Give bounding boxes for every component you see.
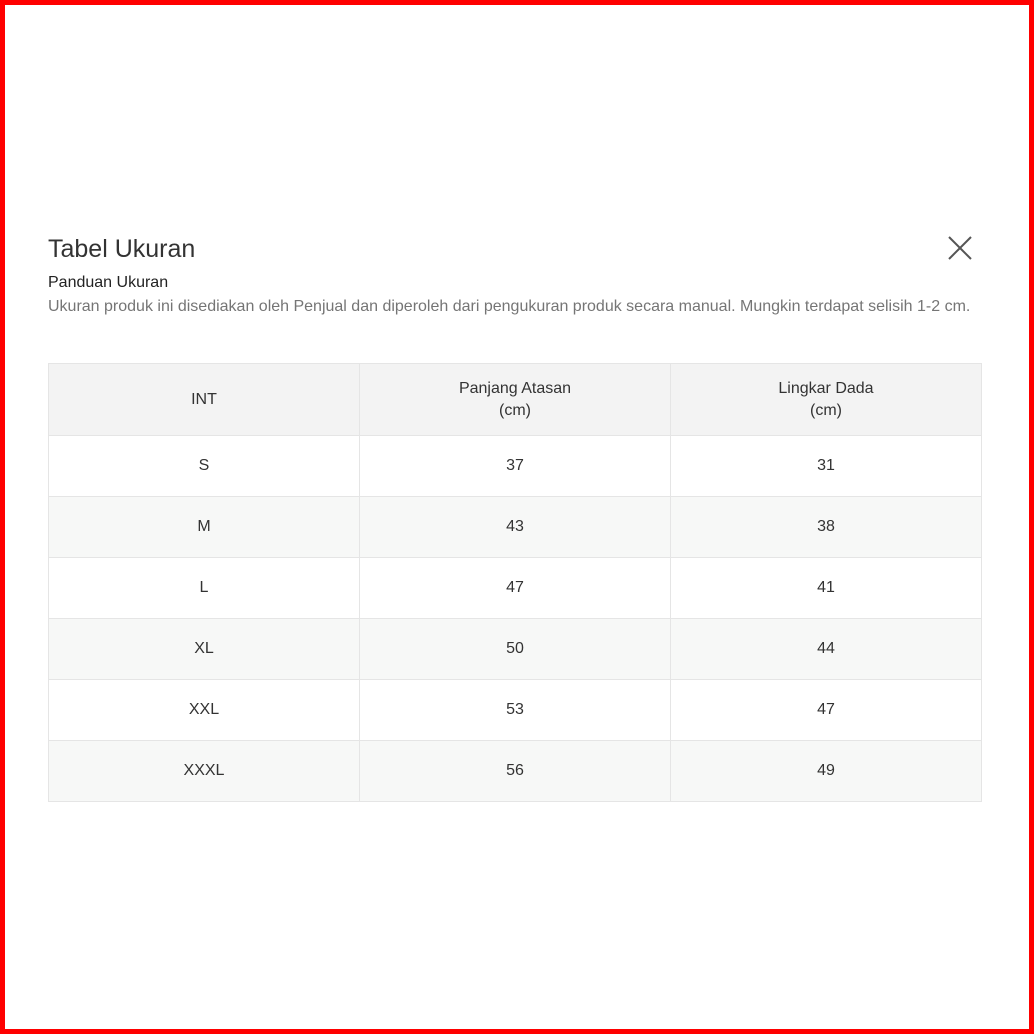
guide-description: Ukuran produk ini disediakan oleh Penjual dan diperoleh dari pengukuran produk secara manual. Mungkin terdapat selisih 1-2 cm.	[48, 298, 971, 315]
length-cell: 43	[360, 497, 671, 558]
table-header-row	[49, 364, 982, 436]
table-row	[49, 619, 982, 680]
column-header-label: INT	[191, 390, 217, 408]
column-header-int	[49, 364, 360, 436]
column-header-unit: (cm)	[499, 401, 531, 419]
table-row	[49, 497, 982, 558]
size-cell: XL	[49, 619, 360, 680]
size-cell: L	[49, 558, 360, 619]
table-row	[49, 741, 982, 802]
column-header-unit: (cm)	[810, 401, 842, 419]
chest-cell: 38	[671, 497, 982, 558]
chest-cell: 47	[671, 680, 982, 741]
length-cell: 50	[360, 619, 671, 680]
chest-cell: 49	[671, 741, 982, 802]
column-header-length	[360, 364, 671, 436]
guide-title: Panduan Ukuran	[48, 274, 169, 291]
column-header-chest	[671, 364, 982, 436]
size-table	[48, 363, 982, 802]
length-cell: 56	[360, 741, 671, 802]
close-icon	[945, 233, 975, 263]
column-header-label: Panjang Atasan	[458, 379, 572, 397]
table-row	[49, 680, 982, 741]
chest-cell: 41	[671, 558, 982, 619]
length-cell: 47	[360, 558, 671, 619]
length-cell: 37	[360, 436, 671, 497]
size-cell: XXXL	[49, 741, 360, 802]
close-button[interactable]	[945, 233, 975, 263]
table-row	[49, 558, 982, 619]
chest-cell: 31	[671, 436, 982, 497]
table-row	[49, 436, 982, 497]
length-cell: 53	[360, 680, 671, 741]
chest-cell: 44	[671, 619, 982, 680]
column-header-label: Lingkar Dada	[778, 379, 874, 397]
modal-title: Tabel Ukuran	[48, 235, 196, 263]
size-cell: XXL	[49, 680, 360, 741]
size-cell: S	[49, 436, 360, 497]
size-cell: M	[49, 497, 360, 558]
